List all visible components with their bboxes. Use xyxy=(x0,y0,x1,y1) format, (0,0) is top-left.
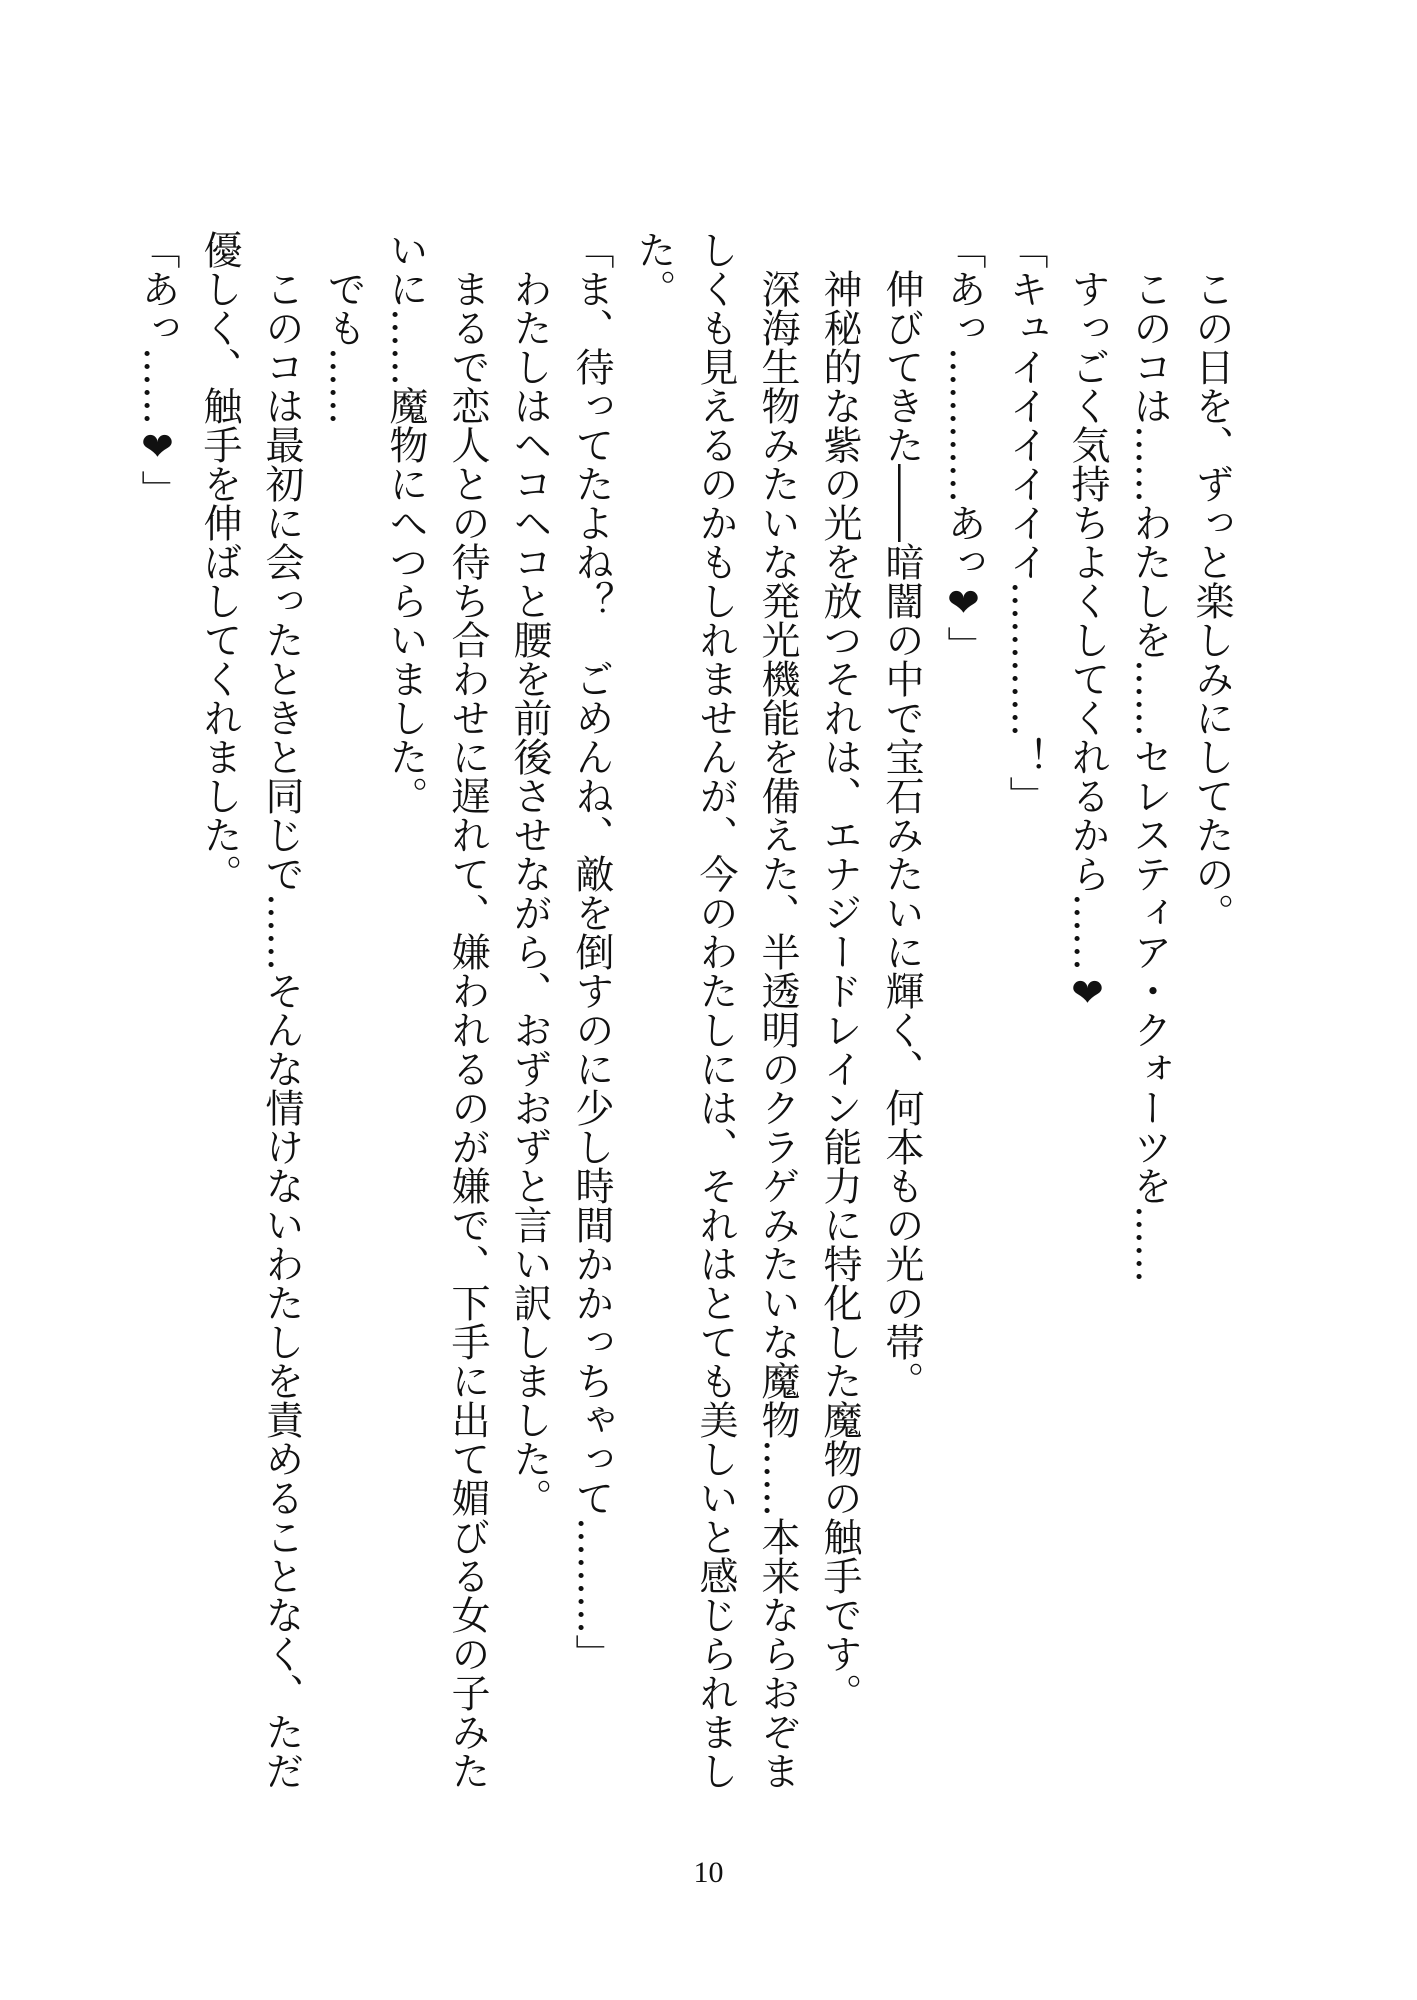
text-line: 「あっ…………あっ❤」 xyxy=(941,230,986,665)
text-line: でも…… xyxy=(321,230,366,425)
text-line: わたしはヘコヘコと腰を前後させながら、おずおずと言い訳しました。 xyxy=(507,230,552,1517)
text-line: 神秘的な紫の光を放つそれは、エナジードレイン能力に特化した魔物の触手です。 xyxy=(817,230,862,1712)
text-line: 「ま、待ってたよね？ ごめんね、敵を倒すのに少し時間かかっちゃって………」 xyxy=(569,230,614,1673)
text-line: このコは……わたしを……セレスティア・クォーツを…… xyxy=(1127,230,1172,1283)
page-number: 10 xyxy=(693,1856,724,1889)
text-line: 深海生物みたいな発光機能を備えた、半透明のクラゲみたいな魔物……本来ならおぞましくも見えるのかもしれませんが、今のわたしには、それはとても美しいと感じられました。 xyxy=(631,230,800,1790)
text-line: まるで恋人との待ち合わせに遅れて、嫌われるのが嫌で、下手に出て媚びる女の子みたいに……魔物にへつらいました。 xyxy=(383,230,490,1790)
text-line: 「キュイイイイイイ…………！」 xyxy=(1003,230,1048,815)
vertical-text-body xyxy=(126,230,1242,1790)
text-line: 「あっ……❤」 xyxy=(135,230,180,509)
text-line: このコは最初に会ったときと同じで……そんな情けないわたしを責めることなく、ただ優しく、触手を伸ばしてくれました。 xyxy=(197,230,304,1790)
text-line: すっごく気持ちよくしてくれるから……❤ xyxy=(1065,230,1110,1016)
text-line: この日を、ずっと楽しみにしてたの。 xyxy=(1189,230,1234,932)
text-line: 伸びてきた――暗闇の中で宝石みたいに輝く、何本もの光の帯。 xyxy=(879,230,924,1400)
